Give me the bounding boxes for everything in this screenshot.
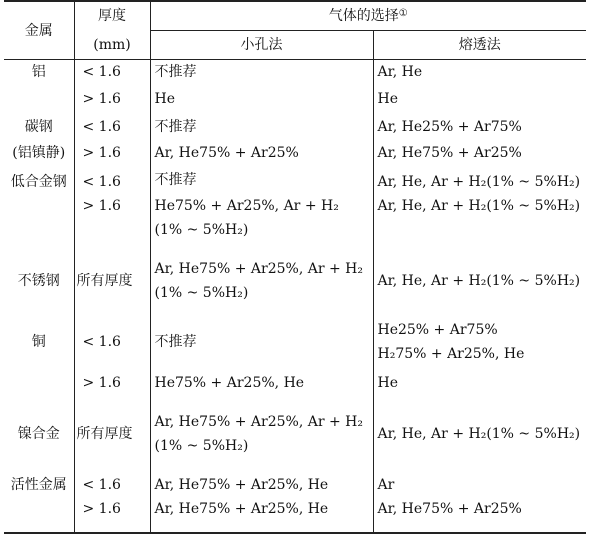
header-gas-choice [150,1,586,30]
metal-cell [4,497,74,533]
metal-cell [4,194,74,249]
metal-cell: 低合金钢 [10,174,67,191]
metal-cell: 活性金属 [10,477,67,494]
keyhole-cell: 不推荐 [150,312,373,371]
metal-cell: 铜 [31,333,46,350]
keyhole-cell: 不推荐 [150,168,373,194]
metal-cell: 镍合金 [17,426,60,443]
melt-in-cell: Ar [373,466,586,498]
header-thickness: 厚度 [74,1,150,30]
table-row [4,168,586,194]
thickness-cell: > 1.6 [74,194,150,249]
metal-cell [4,371,74,403]
keyhole-line: Ar, He75% + Ar25%, Ar + H₂ [154,260,363,277]
melt-in-cell: Ar, He, Ar + H₂(1% ~ 5%H₂) [373,168,586,194]
table-row [4,371,586,403]
melt-in-cell: Ar, He75% + Ar25% [373,141,586,168]
melt-in-cell: Ar, He [373,60,586,87]
melt-in-cell [373,312,586,371]
keyhole-cell: 不推荐 [150,60,373,87]
melt-in-cell: He [373,371,586,403]
keyhole-cell [150,403,373,466]
table-row [4,497,586,533]
metal-cell [4,87,74,114]
melt-in-line: H₂75% + Ar25%, He [377,345,525,362]
thickness-cell: 所有厚度 [74,249,150,312]
melt-in-cell: Ar, He, Ar + H₂(1% ~ 5%H₂) [373,403,586,466]
table-row [4,115,586,141]
metal-cell: (铝镇静) [12,144,66,161]
header-keyhole: 小孔法 [150,30,373,59]
keyhole-cell [150,194,373,249]
thickness-cell: < 1.6 [74,60,150,87]
melt-in-cell: Ar, He, Ar + H₂(1% ~ 5%H₂) [373,194,586,249]
footnote-marker: ① [398,7,408,19]
keyhole-cell [150,249,373,312]
thickness-cell: > 1.6 [74,141,150,168]
header-melt-in: 熔透法 [373,30,586,59]
table-row [4,249,586,312]
table-row [4,194,586,249]
metal-cell: 铝 [31,64,46,81]
header-thickness-unit: (mm) [74,30,150,59]
keyhole-cell: Ar, He75% + Ar25%, He [150,466,373,498]
keyhole-line: Ar, He75% + Ar25%, Ar + H₂ [154,414,363,431]
gas-selection-table [4,0,586,534]
table-row [4,466,586,498]
keyhole-line: (1% ~ 5%H₂) [154,284,249,301]
table-row [4,60,586,87]
thickness-cell: > 1.6 [74,371,150,403]
metal-cell: 碳钢 [24,118,53,135]
keyhole-line: He75% + Ar25%, Ar + H₂ [154,198,339,215]
melt-in-line: He25% + Ar75% [377,321,498,338]
thickness-cell: > 1.6 [74,87,150,114]
table-row [4,312,586,371]
thickness-cell: 所有厚度 [74,403,150,466]
header-gas-choice-text: 气体的选择 [328,7,399,24]
table-row [4,141,586,168]
keyhole-line: (1% ~ 5%H₂) [154,222,249,239]
table-row [4,403,586,466]
thickness-cell: > 1.6 [74,497,150,533]
thickness-cell: < 1.6 [74,115,150,141]
thickness-cell: < 1.6 [74,168,150,194]
keyhole-cell: Ar, He75% + Ar25% [150,141,373,168]
keyhole-cell: He75% + Ar25%, He [150,371,373,403]
thickness-cell: < 1.6 [74,312,150,371]
keyhole-cell: Ar, He75% + Ar25%, He [150,497,373,533]
keyhole-line: (1% ~ 5%H₂) [154,438,249,455]
keyhole-cell: He [150,87,373,114]
melt-in-cell: Ar, He, Ar + H₂(1% ~ 5%H₂) [373,249,586,312]
metal-cell: 不锈钢 [17,272,60,289]
table-row [4,87,586,114]
melt-in-cell: He [373,87,586,114]
melt-in-cell: Ar, He25% + Ar75% [373,115,586,141]
header-metal: 金属 [4,1,74,60]
melt-in-cell: Ar, He75% + Ar25% [373,497,586,533]
keyhole-cell: 不推荐 [150,115,373,141]
thickness-cell: < 1.6 [74,466,150,498]
